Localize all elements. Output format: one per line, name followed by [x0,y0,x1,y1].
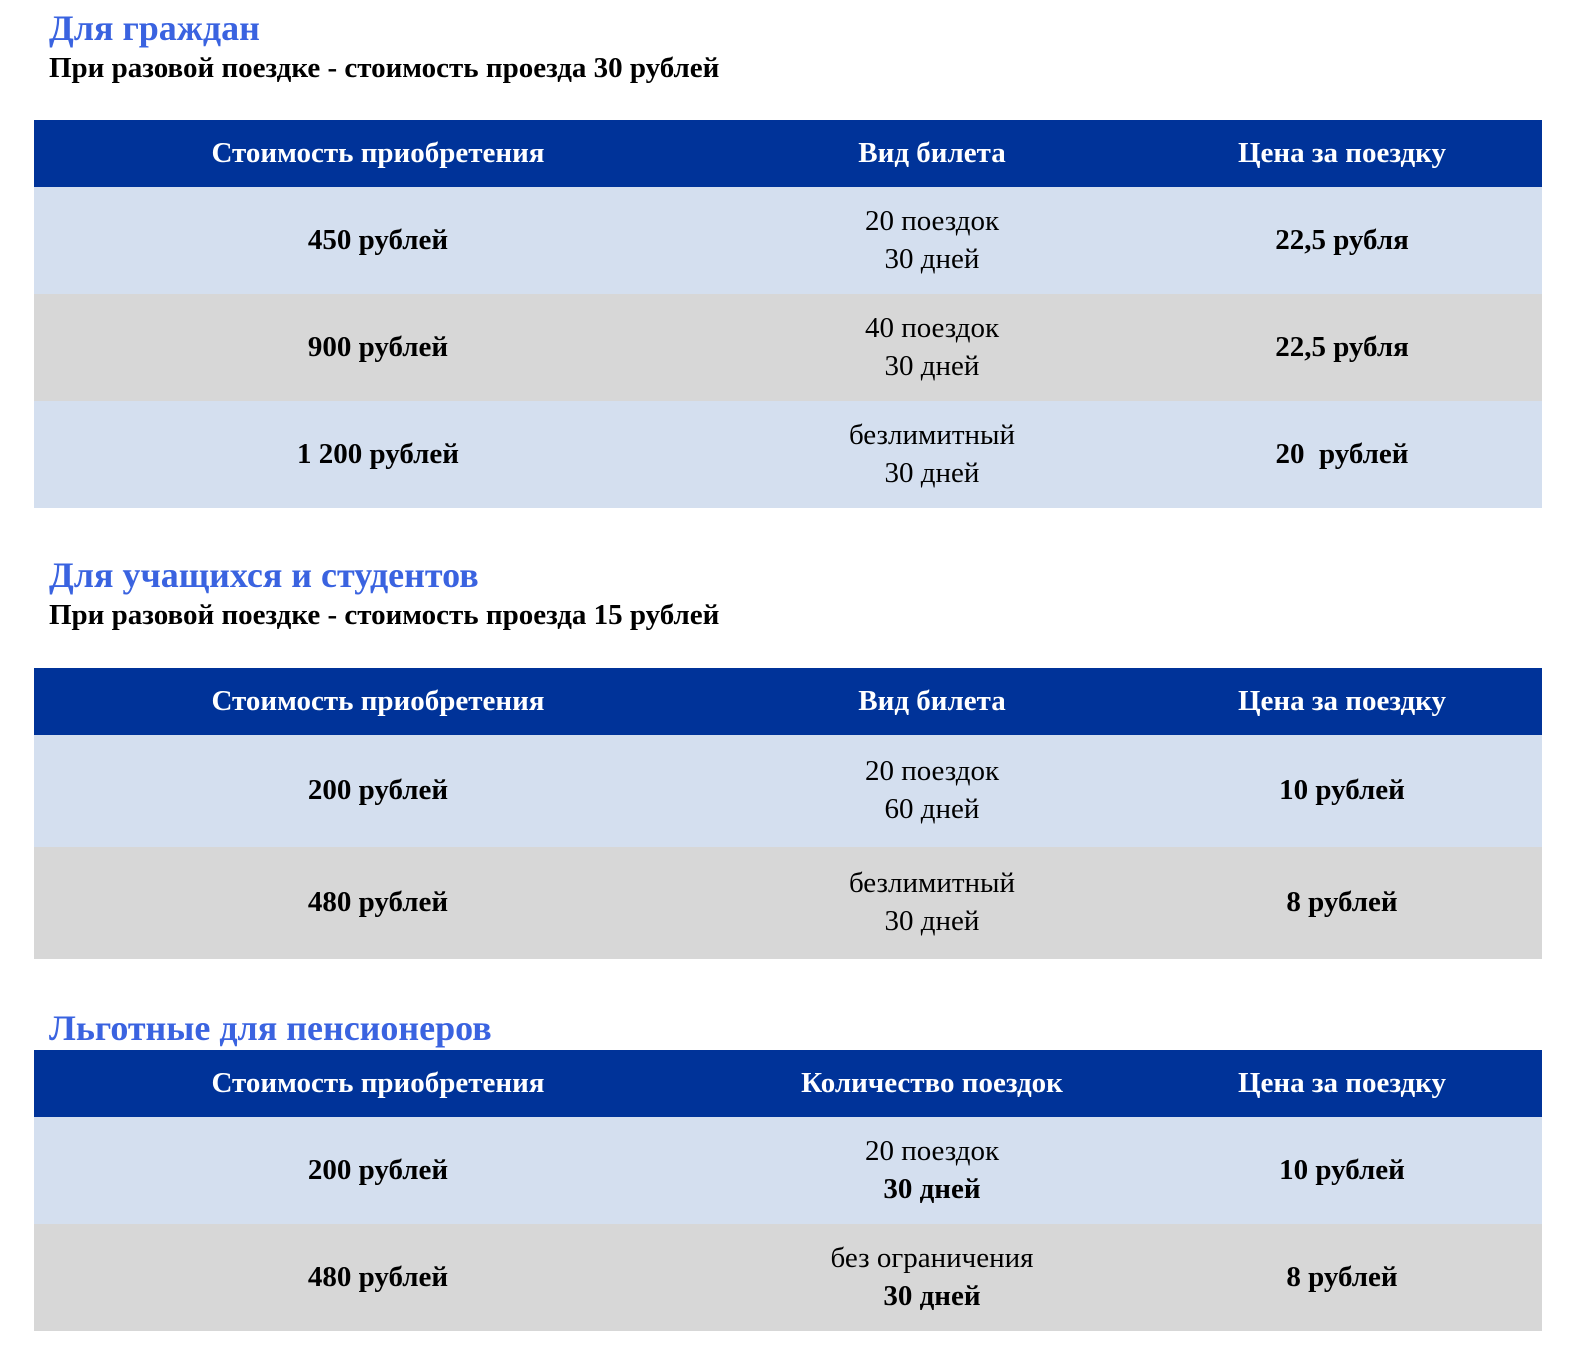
price-per-trip-cell: 22,5 рубля [1275,330,1409,363]
ticket-type-cell [722,203,1142,278]
table-header-row [34,120,1542,187]
price-per-trip-cell: 8 рублей [1286,1260,1398,1293]
header-purchase-cost: Стоимость приобретения [211,684,545,717]
header-price-per-trip: Цена за поездку [1238,1066,1446,1099]
header-purchase-cost: Стоимость приобретения [211,136,545,169]
purchase-cost-cell: 200 рублей [307,774,449,807]
header-price-per-trip: Цена за поездку [1238,684,1446,717]
citizens-single-fare-note: При разовой поездке - стоимость проезда 30 рублей [49,52,720,84]
price-per-trip-cell: 10 рублей [1279,1153,1405,1186]
ticket-type-cell [722,310,1142,385]
purchase-cost-cell: 1 200 рублей [297,437,459,470]
trip-count: безлимитный [848,867,1016,900]
validity-period: 30 дней [884,349,980,382]
price-per-trip-cell: 10 рублей [1279,774,1405,807]
price-per-trip-cell: 20 рублей [1275,437,1409,470]
table-row [34,401,1542,508]
trip-count: без ограничения [830,1241,1034,1274]
purchase-cost-cell: 450 рублей [307,223,449,256]
header-trip-count: Количество поездок [801,1066,1063,1099]
trip-count: 40 поездок [864,311,1000,344]
header-purchase-cost: Стоимость приобретения [211,1066,545,1099]
table-row [34,735,1542,847]
ticket-type-cell [722,753,1142,828]
table-row [34,187,1542,294]
header-ticket-type: Вид билета [858,136,1006,169]
students-section-title: Для учащихся и студентов [49,555,479,595]
students-fare-table [34,668,1542,959]
ticket-type-cell [722,865,1142,940]
validity-period: 30 дней [884,242,980,275]
validity-period: 60 дней [884,793,980,825]
trip-count: 20 поездок [864,204,1000,237]
validity-period: 30 дней [883,1172,981,1205]
validity-period: 30 дней [884,456,980,489]
validity-period: 30 дней [883,1279,981,1312]
table-row [34,294,1542,401]
purchase-cost-cell: 200 рублей [307,1153,449,1186]
purchase-cost-cell: 900 рублей [307,330,449,363]
trip-count: 20 поездок [864,755,1000,788]
table-header-row [34,1050,1542,1117]
table-row [34,1117,1542,1224]
trip-count: безлимитный [848,418,1016,451]
pensioners-fare-table [34,1050,1542,1331]
purchase-cost-cell: 480 рублей [307,886,449,919]
table-row [34,1224,1542,1331]
price-per-trip-cell: 8 рублей [1286,886,1398,919]
citizens-fare-table [34,120,1542,508]
students-single-fare-note: При разовой поездке - стоимость проезда 15 рублей [49,599,720,631]
trip-count: 20 поездок [864,1134,1000,1167]
ticket-type-cell [722,1133,1142,1208]
pensioners-section-title: Льготные для пенсионеров [49,1008,492,1048]
price-per-trip-cell: 22,5 рубля [1275,223,1409,256]
table-row [34,847,1542,959]
purchase-cost-cell: 480 рублей [307,1260,449,1293]
ticket-type-cell [722,1240,1142,1315]
validity-period: 30 дней [884,905,980,937]
citizens-section-title: Для граждан [49,8,260,48]
ticket-type-cell [722,417,1142,492]
header-ticket-type: Вид билета [858,684,1006,717]
table-header-row [34,668,1542,735]
header-price-per-trip: Цена за поездку [1238,136,1446,169]
